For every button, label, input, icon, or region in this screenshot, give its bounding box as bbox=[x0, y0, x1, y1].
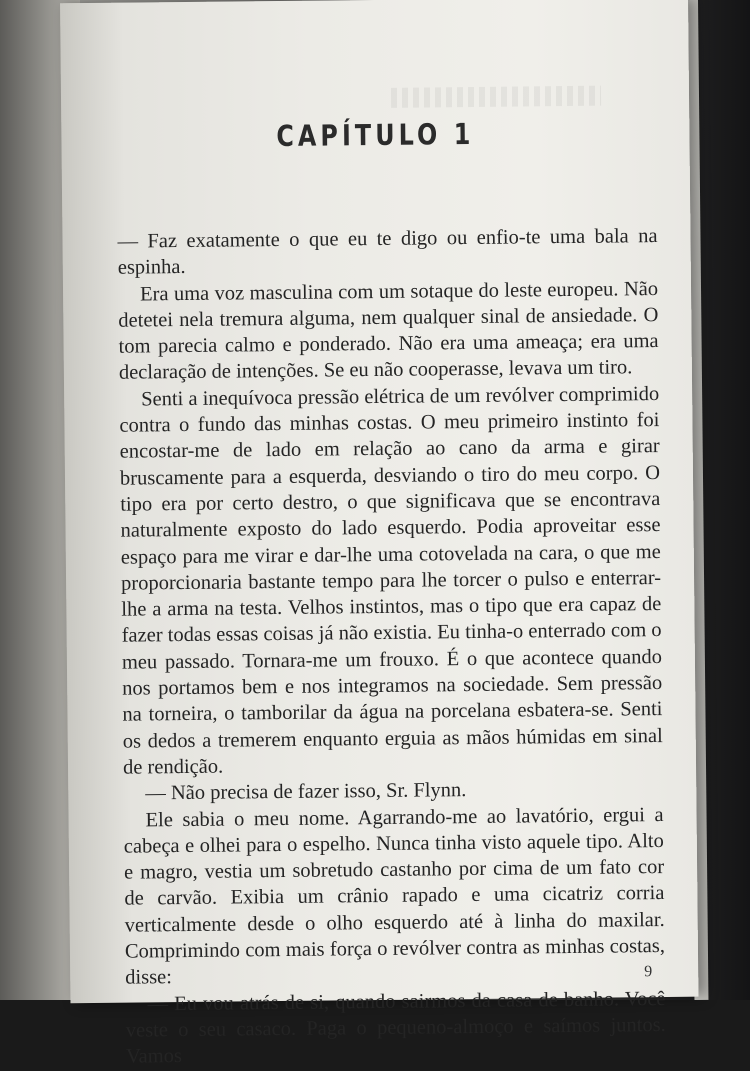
paragraph: Senti a inequívoca pressão elétrica de um revólver comprimido contra o fundo das minhas costas. O meu primeiro instinto foi encostar-me de lado em relação ao cano da arma e girar bruscamente para a esquerda, desviando o tiro do meu corpo. O tipo era por certo destro, o que significava que se encontrava naturalmente exposto do lado esquerdo. Podia aproveitar esse espaço para me virar e dar-lhe uma cotovelada na cara, o que me proporcionaria bastante tempo para lhe torcer o pulso e enterrar-lhe a arma na testa. Velhos instintos, mas o tipo que era capaz de fazer todas essas coisas já não existia. Eu tinha-o enterrado com o meu passado. Tornara-me um frouxo. É o que acontece quando nos portamos bem e nos integramos na sociedade. Sem pressão na torneira, o tamborilar da água na porcelana esbatera-se. Senti os dedos a tremerem enquanto erguia as mãos húmidas em sinal de rendição. bbox=[119, 382, 663, 779]
chapter-title: CAPÍTULO 1 bbox=[276, 116, 475, 154]
show-through-text bbox=[391, 86, 601, 108]
paragraph: Ele sabia o meu nome. Agarrando-me ao lavatório, ergui a cabeça e olhei para o espelho. Nunca tinha visto aquele tipo. Alto e magro, vestia um sobretudo castanho por cima de um fato cor de carvão. Exibia um crânio rapado e uma cicatriz corria verticalmente desde o olho esquerdo até à linha do maxilar. Comprimindo com mais força o revólver contra as minhas costas, disse: bbox=[123, 803, 666, 989]
book-page bbox=[60, 0, 698, 1068]
body-text bbox=[117, 223, 666, 1070]
paragraph: — Faz exatamente o que eu te digo ou enfio-te uma bala na espinha. bbox=[117, 225, 658, 279]
paragraph: — Eu vou atrás de si, quando sairmos da casa de banho. Você veste o seu casaco. Paga o pequeno-almoço e saímos juntos. Vamos bbox=[125, 987, 666, 1068]
page-number: 9 bbox=[644, 963, 653, 981]
paragraph: — Não precisa de fazer isso, Sr. Flynn. bbox=[145, 779, 467, 805]
paragraph: Era uma voz masculina com um sotaque do leste europeu. Não detetei nela tremura alguma, nem qualquer sinal de ansiedade. O tom parecia calmo e ponderado. Não era uma ameaça; era uma declaração de intenções. Se eu não cooperasse, levava um tiro. bbox=[118, 277, 659, 385]
